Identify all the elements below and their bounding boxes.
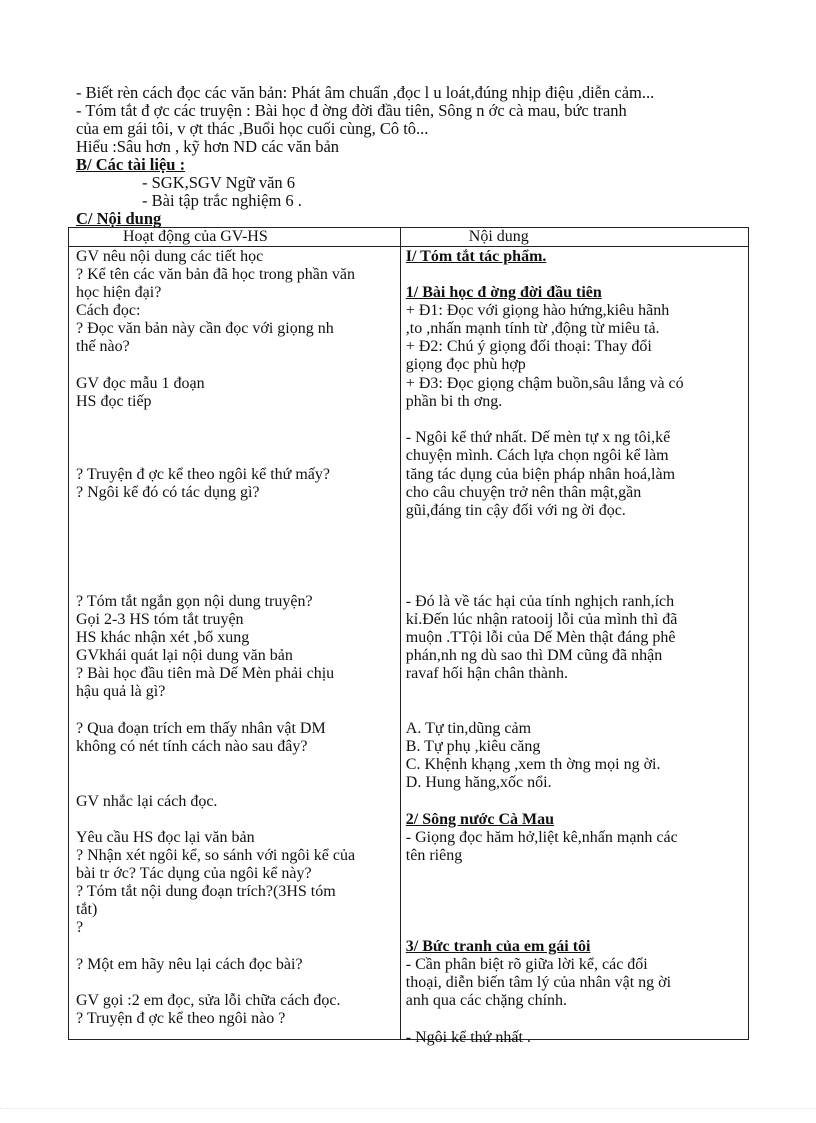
- subsection-1-title: 1/ Bài học đ ờng đời đầu tiên: [405, 284, 602, 302]
- left-line: ? Nhận xét ngôi kể, so sánh với ngôi kể của: [76, 847, 356, 865]
- left-line: thế nào?: [76, 338, 130, 356]
- page-bottom-divider: [0, 1108, 816, 1109]
- right-line: cho câu chuyện trở nên thân mật,gần: [405, 484, 642, 502]
- left-line: học hiện đại?: [76, 284, 162, 302]
- left-line: HS đọc tiếp: [76, 393, 152, 411]
- answer-option-a: A. Tự tin,dũng cảm: [405, 720, 532, 738]
- right-line: gũi,đáng tin cậy đối với ng ời đọc.: [405, 502, 626, 520]
- right-line: tên riêng: [405, 847, 463, 865]
- right-line: thoại, diễn biến tâm lý của nhân vật ng ời: [405, 974, 672, 992]
- left-line: bài tr ớc? Tác dụng của ngôi kể này?: [76, 865, 312, 883]
- right-line: - Cần phân biệt rõ giữa lời kể, các đối: [405, 956, 648, 974]
- left-line: GV gọi :2 em đọc, sửa lỗi chữa cách đọc.: [76, 992, 341, 1010]
- left-line: ? Qua đoạn trích em thấy nhân vật DM: [76, 720, 326, 738]
- section-summary-title: I/ Tóm tắt tác phẩm.: [405, 248, 547, 266]
- table-header-row: [69, 228, 749, 247]
- right-line: phần bi th ơng.: [405, 393, 503, 411]
- right-line: ravaf hối hận chân thành.: [405, 665, 568, 683]
- section-b-title: B/ Các tài liệu :: [76, 155, 186, 174]
- left-line: GV nêu nội dung các tiết học: [76, 248, 264, 266]
- right-line: - Đó là về tác hại của tính nghịch ranh,ích: [405, 593, 675, 611]
- left-line: ? Truyện đ ợc kể theo ngôi nào ?: [76, 1010, 286, 1028]
- left-line: ? Tóm tắt ngắn gọn nội dung truyện?: [76, 593, 313, 611]
- right-column: [400, 247, 748, 1047]
- right-line: tăng tác dụng của biện pháp nhân hoá,làm: [405, 466, 676, 484]
- left-line: GV nhắc lại cách đọc.: [76, 793, 218, 811]
- right-line: - Giọng đọc hăm hở,liệt kê,nhấn mạnh các: [405, 829, 678, 847]
- right-line: + Đ2: Chú ý giọng đối thoại: Thay đổi: [405, 338, 652, 356]
- section-c-title: C/ Nội dung: [76, 209, 162, 228]
- left-line: không có nét tính cách nào sau đây?: [76, 738, 308, 756]
- right-line: kỉ.Đến lúc nhận ratooij lỗi của mình thì đã: [405, 611, 678, 629]
- subsection-3-title: 3/ Bức tranh của em gái tôi: [405, 938, 591, 956]
- left-column: [69, 247, 401, 1040]
- left-line: ? Đọc văn bản này cần đọc với giọng nh: [76, 320, 334, 338]
- left-line: ? Kể tên các văn bản đã học trong phần văn: [76, 266, 355, 284]
- table-body-row: [69, 247, 749, 1040]
- header-right: Nội dung: [400, 228, 748, 247]
- right-line: anh qua các chặng chính.: [405, 992, 568, 1010]
- left-line: tắt): [76, 901, 98, 919]
- left-line: ? Bài học đầu tiên mà Dế Mèn phải chịu: [76, 665, 335, 683]
- left-line: ? Ngôi kể đó có tác dụng gì?: [76, 484, 260, 502]
- left-line: ?: [76, 919, 84, 937]
- left-line: hậu quả là gì?: [76, 683, 166, 701]
- left-line: Yêu cầu HS đọc lại văn bản: [76, 829, 255, 847]
- answer-option-c: C. Khệnh khạng ,xem th ờng mọi ng ời.: [405, 756, 661, 774]
- left-line: Cách đọc:: [76, 302, 141, 320]
- intro-line-1: - Biết rèn cách đọc các văn bản: Phát âm chuẩn ,đọc l u loát,đúng nhịp điệu ,diễn cảm...: [76, 83, 655, 102]
- right-line: - Ngôi kể thứ nhất. Dế mèn tự x ng tôi,kể: [405, 429, 671, 447]
- header-left: Hoạt động của GV-HS: [69, 228, 401, 247]
- intro-line-3: của em gái tôi, v ợt thác ,Buổi học cuối cùng, Cô tô...: [76, 119, 429, 138]
- right-line: + Đ1: Đọc với giọng hào hứng,kiêu hãnh: [405, 302, 670, 320]
- material-item-1: - SGK,SGV Ngữ văn 6: [142, 173, 296, 192]
- right-line: + Đ3: Đọc giọng chậm buồn,sâu lắng và có: [405, 375, 684, 393]
- left-line: ? Truyện đ ợc kể theo ngôi kể thứ mấy?: [76, 466, 330, 484]
- right-line: chuyện mình. Cách lựa chọn ngôi kể làm: [405, 447, 669, 465]
- left-line: ? Một em hãy nêu lại cách đọc bài?: [76, 956, 303, 974]
- right-line: phán,nh ng dù sao thì DM cũng đã nhận: [405, 647, 663, 665]
- left-line: GV đọc mẫu 1 đoạn: [76, 375, 205, 393]
- left-line: Gọi 2-3 HS tóm tắt truyện: [76, 611, 244, 629]
- right-line: - Ngôi kể thứ nhất .: [405, 1029, 531, 1047]
- subsection-2-title: 2/ Sông nước Cà Mau: [405, 811, 555, 829]
- answer-option-b: B. Tự phụ ,kiêu căng: [405, 738, 541, 756]
- left-line: ? Tóm tắt nội dung đoạn trích?(3HS tóm: [76, 883, 336, 901]
- left-line: HS khác nhận xét ,bổ xung: [76, 629, 250, 647]
- left-line: GVkhái quát lại nội dung văn bản: [76, 647, 293, 665]
- content-table: [68, 227, 749, 1047]
- answer-option-d: D. Hung hăng,xốc nổi.: [405, 774, 552, 792]
- intro-line-4: Hiểu :Sâu hơn , kỹ hơn ND các văn bản: [76, 137, 340, 156]
- right-line: ,to ,nhấn mạnh tính từ ,động từ miêu tả.: [405, 320, 660, 338]
- right-line: muộn .TTội lỗi của Dế Mèn thật đáng phê: [405, 629, 676, 647]
- material-item-2: - Bài tập trắc nghiệm 6 .: [142, 191, 302, 210]
- right-line: giọng đọc phù hợp: [405, 356, 526, 374]
- intro-line-2: - Tóm tắt đ ợc các truyện : Bài học đ ờng đời đầu tiên, Sông n ớc cà mau, bức tranh: [76, 101, 627, 120]
